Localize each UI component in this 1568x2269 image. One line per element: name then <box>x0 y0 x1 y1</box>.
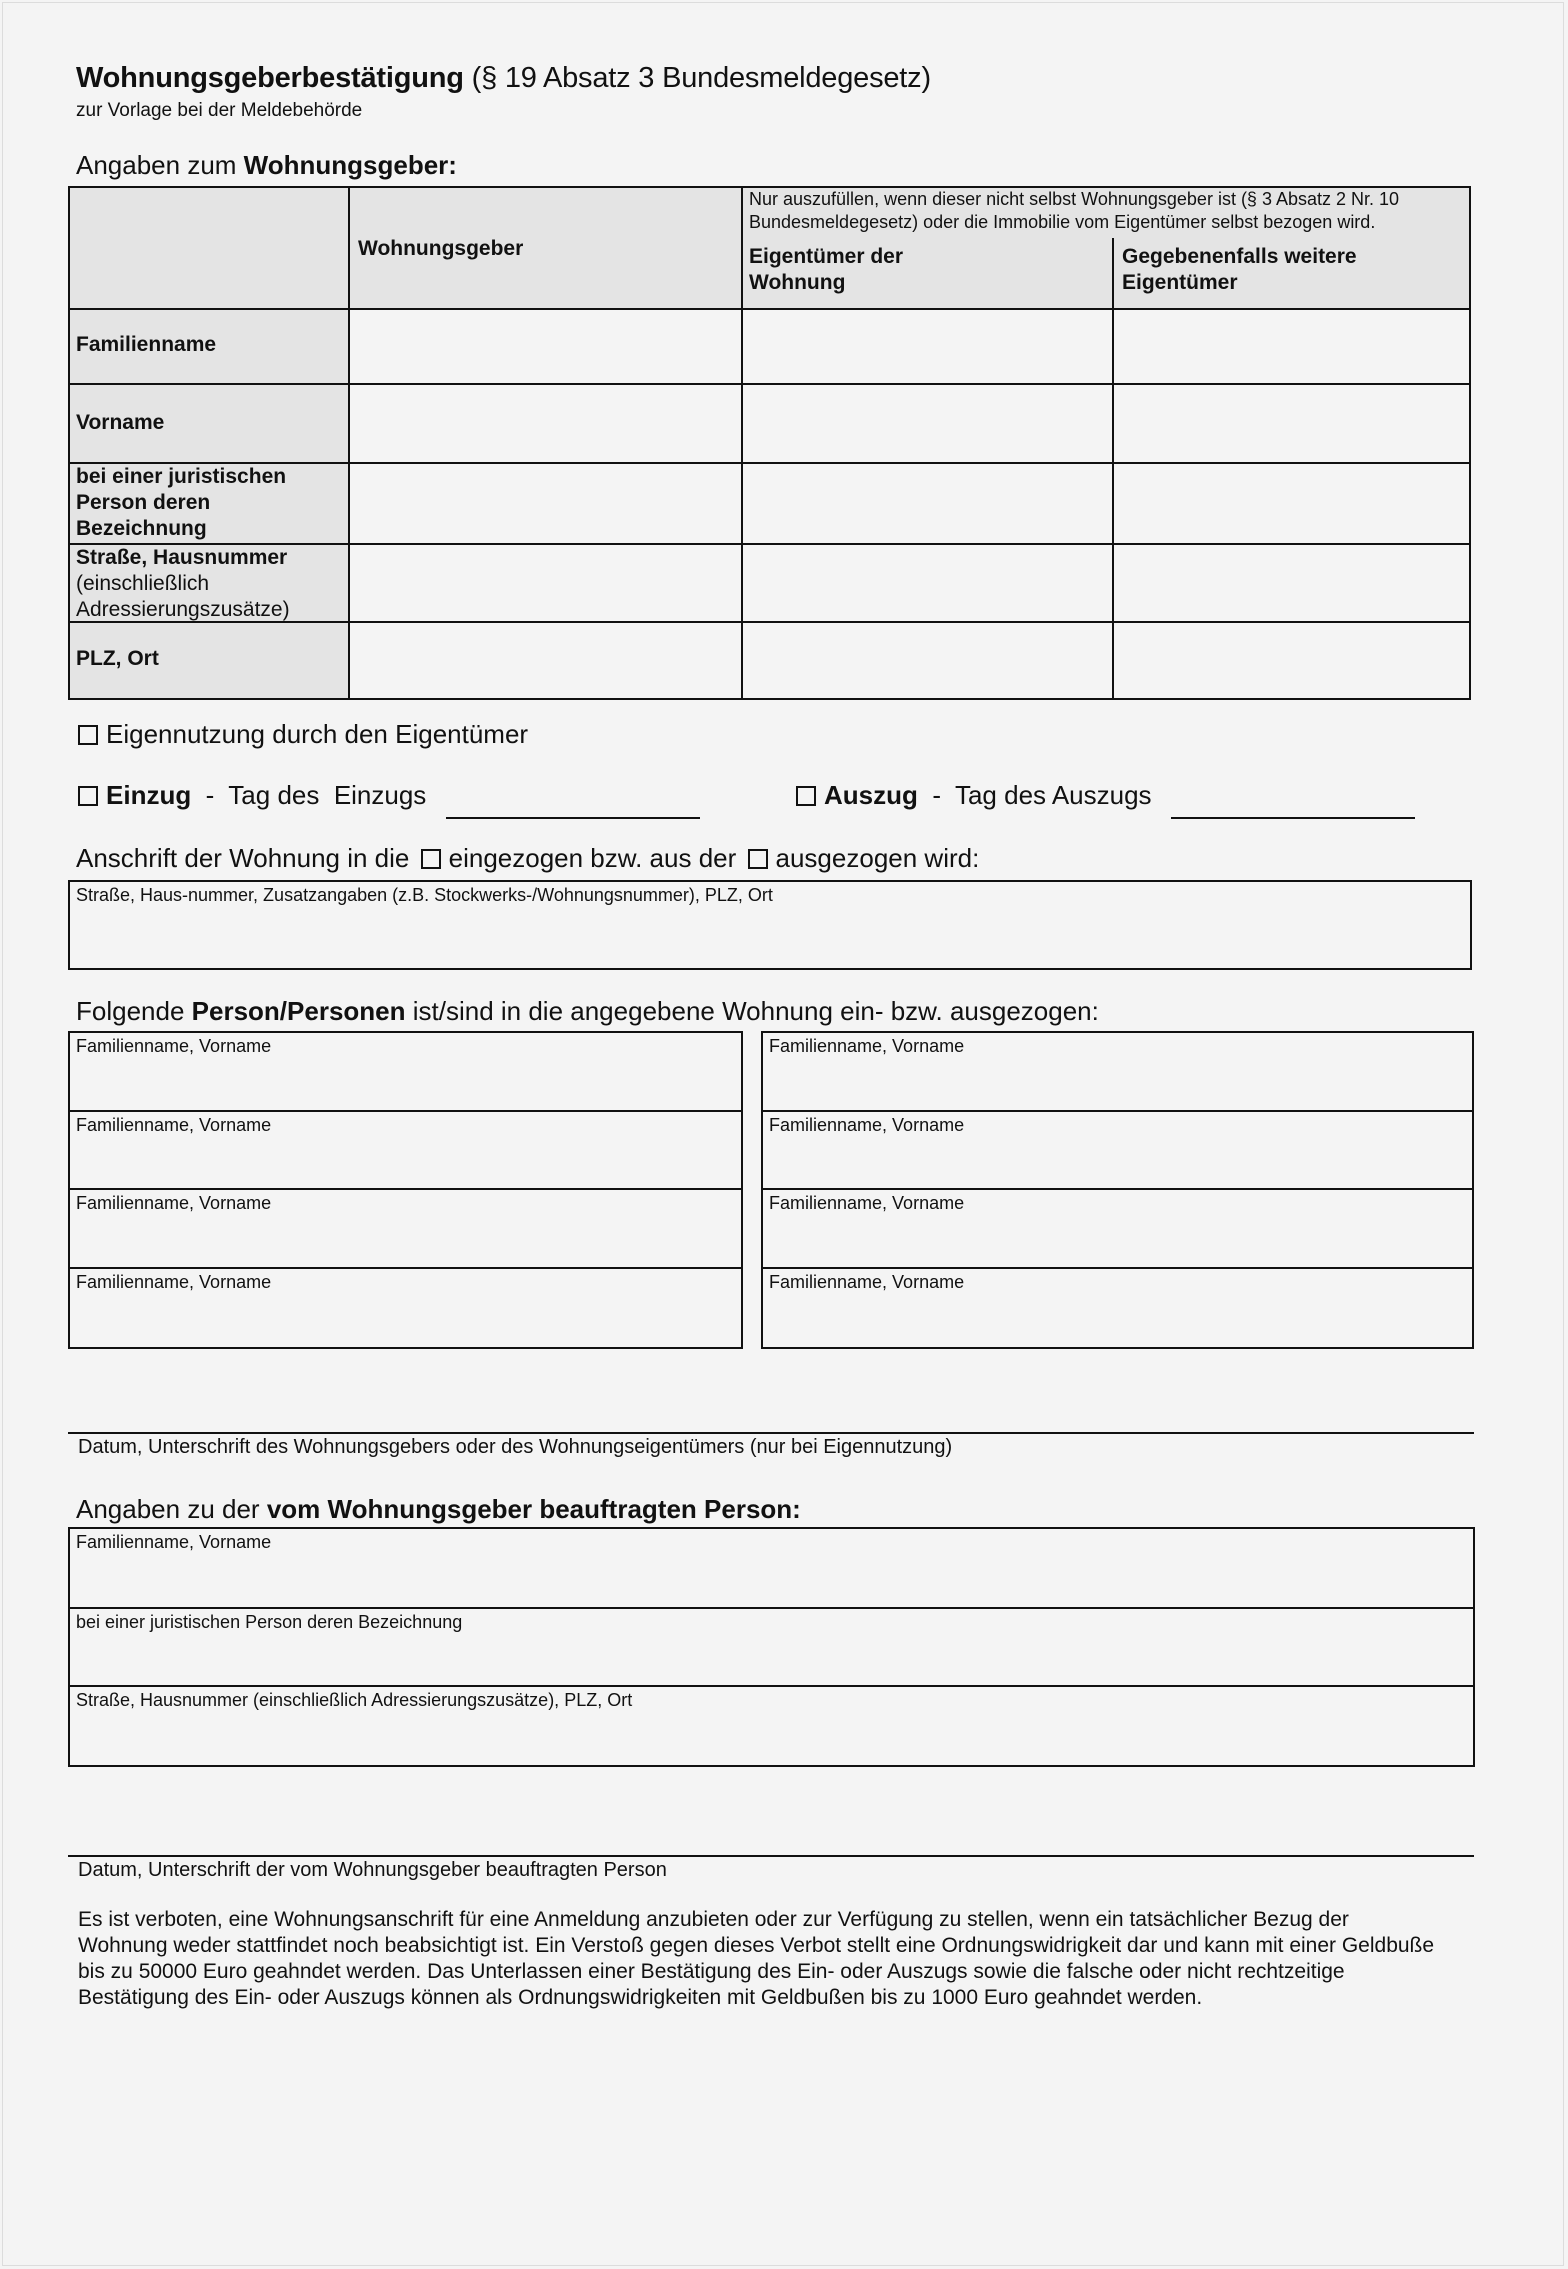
header-line: Wohnung <box>749 271 846 294</box>
row-label-juristische-person <box>76 464 286 542</box>
form-title-law-reference: (§ 19 Absatz 3 Bundesmeldegesetz) <box>463 62 931 94</box>
persons-section-heading <box>76 996 1099 1027</box>
person-field-label: Familienname, Vorname <box>769 1272 965 1292</box>
label-line: Straße, Hausnummer <box>76 546 288 569</box>
heading-part: ausgezogen wird: <box>775 843 980 873</box>
wohnungsgeber-strasse-input[interactable] <box>351 545 740 621</box>
heading-prefix: Angaben zu der <box>76 1494 267 1524</box>
person-input-left-3[interactable] <box>70 1212 741 1267</box>
person-input-right-4[interactable] <box>763 1291 1472 1347</box>
landlord-table <box>68 186 1471 700</box>
wohnungsgeber-vorname-input[interactable] <box>351 385 740 462</box>
owner-columns-note: Nur auszufüllen, wenn dieser nicht selbst Wohnungsgeber ist (§ 3 Absatz 2 Nr. 10 Bundesmeldegesetz) oder die Immobilie vom Eigentümer selbst bezogen wird. <box>749 189 1400 232</box>
signature-line-landlord[interactable] <box>68 1432 1474 1434</box>
agent-name-field <box>68 1527 1475 1609</box>
person-field-label: Familienname, Vorname <box>76 1272 272 1292</box>
form-subtitle: zur Vorlage bei der Meldebehörde <box>76 100 363 121</box>
more-owners-strasse-input[interactable] <box>1115 545 1469 621</box>
move-in-option <box>78 780 700 819</box>
moved-out-checkbox[interactable] <box>748 849 768 869</box>
heading-bold: Person/Personen <box>191 996 406 1026</box>
agent-address-input[interactable] <box>70 1709 1473 1765</box>
self-use-checkbox[interactable] <box>78 725 98 745</box>
wohnungsgeber-juristische-person-input[interactable] <box>351 464 740 543</box>
heading-prefix: Angaben zum <box>76 150 244 180</box>
person-input-right-1[interactable] <box>763 1055 1472 1110</box>
person-input-left-4[interactable] <box>70 1291 741 1347</box>
column-header-more-owners <box>1122 244 1357 296</box>
agent-name-input[interactable] <box>70 1551 1473 1607</box>
grid-line <box>1112 238 1114 698</box>
apartment-address-input[interactable] <box>70 904 1470 968</box>
signature-label-landlord: Datum, Unterschrift des Wohnungsgebers oder des Wohnungseigentümers (nur bei Eigennutzung) <box>78 1436 953 1458</box>
agent-legal-entity-label: bei einer juristischen Person deren Bezeichnung <box>76 1612 463 1632</box>
owner-strasse-input[interactable] <box>744 545 1111 621</box>
person-field-right-2 <box>761 1110 1474 1190</box>
person-field-left-1 <box>68 1031 743 1112</box>
signature-line-agent[interactable] <box>68 1855 1474 1857</box>
label-line: Familienname <box>76 333 217 356</box>
person-field-right-1 <box>761 1031 1474 1112</box>
column-header-owner <box>749 244 903 296</box>
header-line: Eigentümer <box>1122 271 1238 294</box>
person-input-left-1[interactable] <box>70 1055 741 1110</box>
row-label-plz-ort <box>76 646 159 672</box>
person-field-label: Familienname, Vorname <box>769 1115 965 1135</box>
move-out-date-input[interactable] <box>1171 789 1415 819</box>
agent-section-heading <box>76 1494 801 1525</box>
label-line: bei einer juristischen <box>76 465 287 488</box>
person-field-left-2 <box>68 1110 743 1190</box>
label-line: Adressierungszusätze) <box>76 598 290 621</box>
heading-bold: Wohnungsgeber: <box>243 150 457 180</box>
apartment-address-field <box>68 880 1472 970</box>
header-line: Gegebenenfalls weitere <box>1122 245 1357 268</box>
row-label-strasse-hausnummer <box>76 545 290 623</box>
owner-juristische-person-input[interactable] <box>744 464 1111 543</box>
agent-address-label: Straße, Hausnummer (einschließlich Adressierungszusätze), PLZ, Ort <box>76 1690 633 1710</box>
more-owners-plz-ort-input[interactable] <box>1115 623 1469 698</box>
person-input-right-3[interactable] <box>763 1212 1472 1267</box>
owner-plz-ort-input[interactable] <box>744 623 1111 698</box>
agent-legal-entity-input[interactable] <box>70 1631 1473 1685</box>
header-line: Eigentümer der <box>749 245 904 268</box>
person-field-label: Familienname, Vorname <box>769 1036 965 1056</box>
legal-notice: Es ist verboten, eine Wohnungsanschrift für eine Anmeldung anzubieten oder zur Verfügung zu stellen, wenn ein tatsächlicher Bezug der Wohnung weder stattfindet noch beabsichtigt ist. Ein Verstoß gegen dieses Verbot stellt eine Ordnungswidrigkeit dar und kann mit einer Geldbuße bis zu 50000 Euro geahndet werden. Das Unterlassen einer Bestätigung des Ein- oder Auszugs sowie die falsche oder nicht rechtzeitige Bestätigung des Ein- oder Auszugs können als Ordnungswidrigkeiten mit Geldbußen bis zu 1000 Euro geahndet werden. <box>78 1908 1435 2009</box>
person-field-label: Familienname, Vorname <box>76 1193 272 1213</box>
moved-in-checkbox[interactable] <box>421 849 441 869</box>
label-line: Person deren <box>76 491 211 514</box>
self-use-option <box>78 719 528 750</box>
heading-part: Anschrift der Wohnung in die <box>76 843 410 873</box>
person-field-right-3 <box>761 1188 1474 1269</box>
label-line: Vorname <box>76 411 165 434</box>
owner-familienname-input[interactable] <box>744 310 1111 383</box>
signature-label-agent: Datum, Unterschrift der vom Wohnungsgeber beauftragten Person <box>78 1859 667 1881</box>
form-title-bold: Wohnungsgeberbestätigung <box>76 62 464 94</box>
move-out-label: Auszug <box>824 780 918 810</box>
landlord-section-heading <box>76 150 457 181</box>
agent-name-label: Familienname, Vorname <box>76 1532 272 1552</box>
label-line: Bezeichnung <box>76 517 207 540</box>
move-in-label: Einzug <box>106 780 192 810</box>
person-field-label: Familienname, Vorname <box>769 1193 965 1213</box>
owner-vorname-input[interactable] <box>744 385 1111 462</box>
heading-part: eingezogen bzw. aus der <box>448 843 737 873</box>
person-field-left-3 <box>68 1188 743 1269</box>
heading-bold: vom Wohnungsgeber beauftragten Person: <box>266 1494 801 1524</box>
move-in-date-label: - Tag des Einzugs <box>191 780 427 810</box>
agent-legal-entity-field <box>68 1607 1475 1687</box>
column-header-wohnungsgeber: Wohnungsgeber <box>358 237 524 260</box>
person-field-left-4 <box>68 1267 743 1349</box>
person-field-label: Familienname, Vorname <box>76 1036 272 1056</box>
person-input-right-2[interactable] <box>763 1134 1472 1188</box>
address-section-heading <box>76 843 979 874</box>
person-field-right-4 <box>761 1267 1474 1349</box>
label-line: (einschließlich <box>76 572 210 595</box>
form-title <box>76 62 931 95</box>
more-owners-juristische-person-input[interactable] <box>1115 464 1469 543</box>
person-field-label: Familienname, Vorname <box>76 1115 272 1135</box>
person-input-left-2[interactable] <box>70 1134 741 1188</box>
row-label-familienname <box>76 332 216 358</box>
wohnungsgeber-plz-ort-input[interactable] <box>351 623 740 698</box>
row-label-vorname <box>76 410 164 436</box>
apartment-address-label: Straße, Haus-nummer, Zusatzangaben (z.B. Stockwerks-/Wohnungsnummer), PLZ, Ort <box>76 885 773 905</box>
move-out-date-label: - Tag des Auszugs <box>917 780 1152 810</box>
more-owners-familienname-input[interactable] <box>1115 310 1469 383</box>
more-owners-vorname-input[interactable] <box>1115 385 1469 462</box>
wohnungsgeber-familienname-input[interactable] <box>351 310 740 383</box>
heading-prefix: Folgende <box>76 996 192 1026</box>
move-out-checkbox[interactable] <box>796 786 816 806</box>
self-use-label: Eigennutzung durch den Eigentümer <box>106 719 529 749</box>
move-in-date-input[interactable] <box>446 789 700 819</box>
move-in-checkbox[interactable] <box>78 786 98 806</box>
label-line: PLZ, Ort <box>76 647 159 670</box>
agent-address-field <box>68 1685 1475 1767</box>
heading-rest: ist/sind in die angegebene Wohnung ein- bzw. ausgezogen: <box>405 996 1099 1026</box>
move-out-option <box>796 780 1415 819</box>
